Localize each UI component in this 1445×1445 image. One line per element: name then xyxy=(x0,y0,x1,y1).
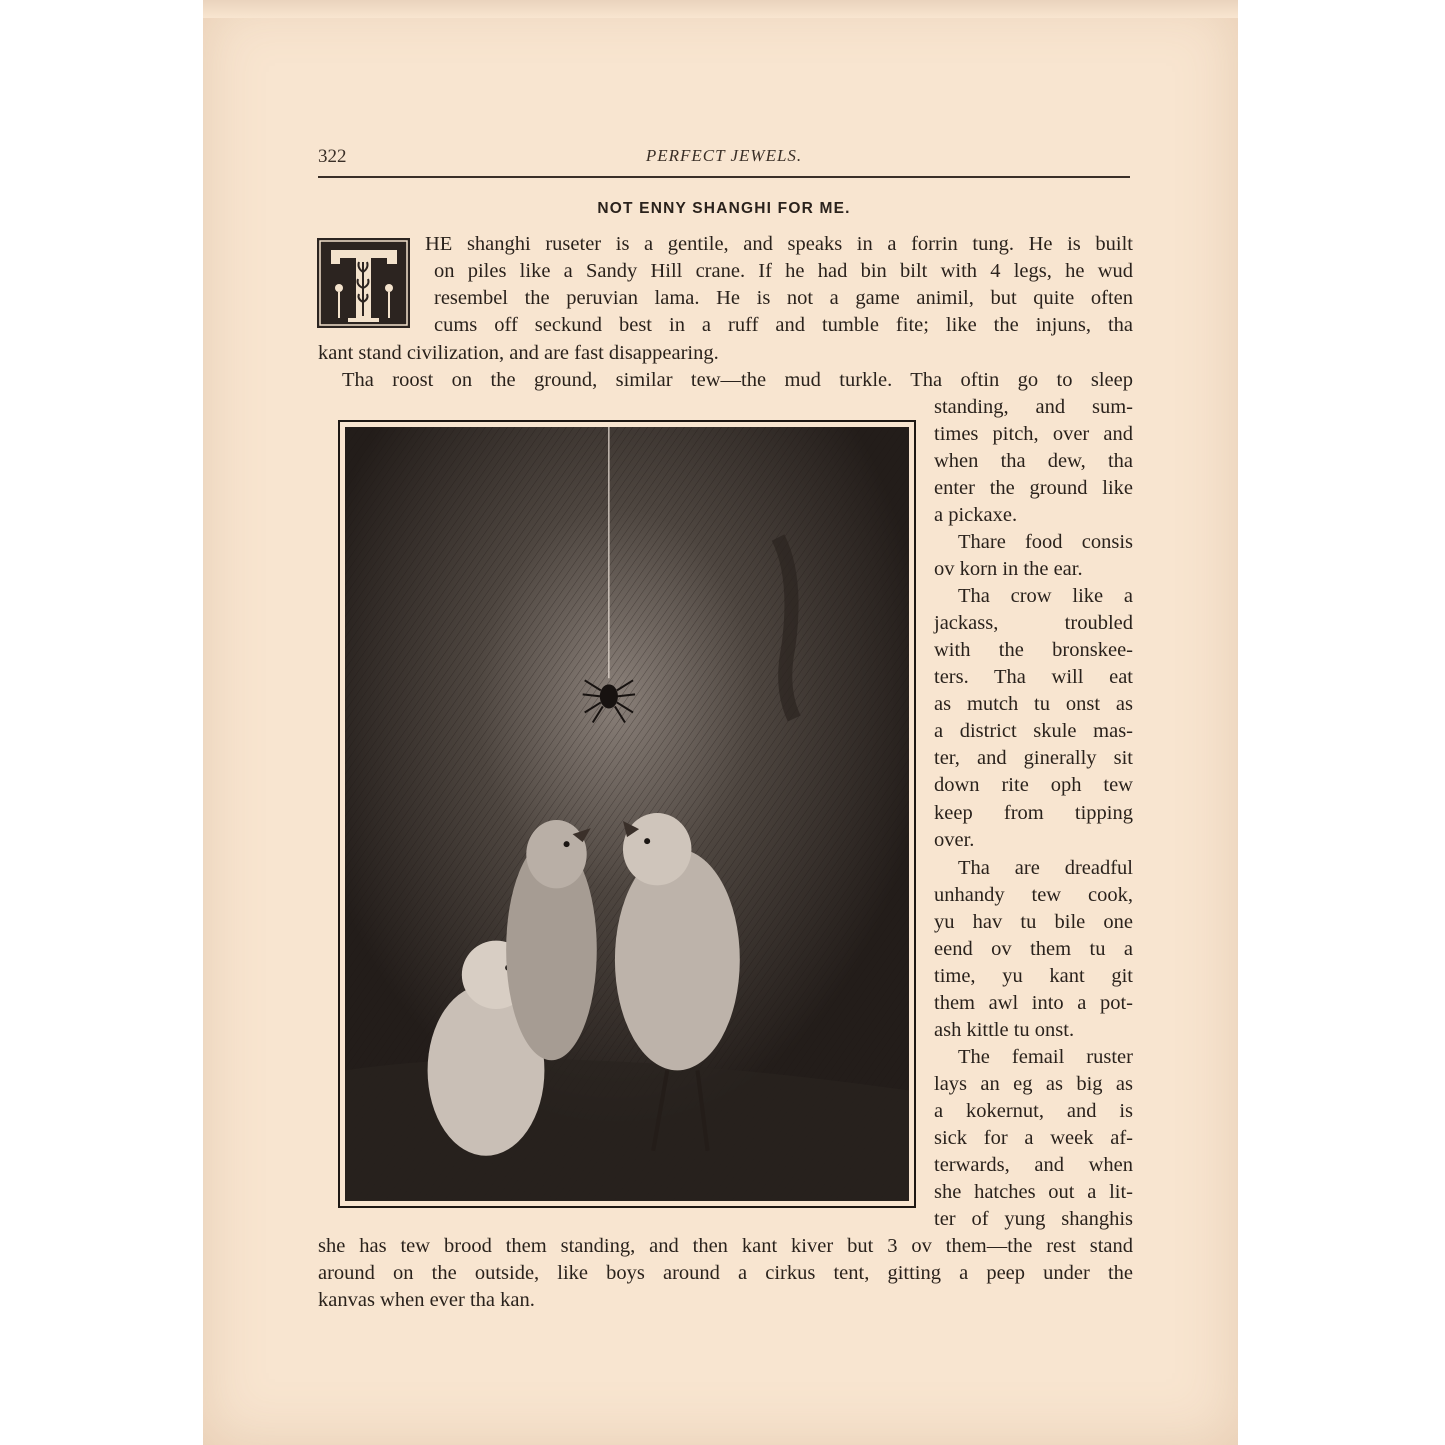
text-line: down rite oph tew xyxy=(934,774,1133,796)
text-line: a kokernut, and is xyxy=(934,1100,1133,1122)
text-line: jackass, troubled xyxy=(934,612,1133,634)
text-line: Tha roost on the ground, similar tew—the mud turkle. Tha oftin go to sleep xyxy=(342,369,1133,391)
text-line: lays an eg as big as xyxy=(934,1073,1133,1095)
text-line: ash kittle tu onst. xyxy=(934,1019,1075,1041)
text-line: terwards, and when xyxy=(934,1154,1133,1176)
text-line: with the bronskee- xyxy=(934,639,1133,661)
text-line: time, yu kant git xyxy=(934,965,1133,987)
text-line: keep from tipping xyxy=(934,802,1133,824)
ornamental-t-icon xyxy=(317,238,410,328)
text-line: kant stand civilization, and are fast disappearing. xyxy=(318,342,719,364)
text-line: Tha crow like a xyxy=(958,585,1133,607)
text-line: Tha are dreadful xyxy=(958,857,1133,879)
page-top-edge xyxy=(203,0,1238,18)
text-line: ov korn in the ear. xyxy=(934,558,1083,580)
text-line: yu hav tu bile one xyxy=(934,911,1133,933)
running-title: PERFECT JEWELS. xyxy=(645,146,803,165)
text-line: ters. Tha will eat xyxy=(934,666,1133,688)
text-line: a pickaxe. xyxy=(934,504,1018,526)
text-line: unhandy tew cook, xyxy=(934,884,1133,906)
text-line: HE shanghi ruseter is a gentile, and speaks in a forrin tung. He is built xyxy=(425,233,1133,255)
text-line: a district skule mas- xyxy=(934,720,1133,742)
text-line: she has tew brood them standing, and then kant kiver but 3 ov them—the rest stand xyxy=(318,1235,1133,1257)
text-line: kanvas when ever tha kan. xyxy=(318,1289,535,1311)
text-line: ter, and ginerally sit xyxy=(934,747,1133,769)
text-line: The femail ruster xyxy=(958,1046,1133,1068)
text-line: ter of yung shanghis xyxy=(934,1208,1133,1230)
text-line: she hatches out a lit- xyxy=(934,1181,1133,1203)
text-line: times pitch, over and xyxy=(934,423,1133,445)
drop-cap-ornament xyxy=(317,238,410,328)
text-line: cums off seckund best in a ruff and tumble fite; like the injuns, tha xyxy=(434,314,1133,336)
text-line: eend ov them tu a xyxy=(934,938,1133,960)
chicks-spider-engraving-icon xyxy=(345,427,909,1201)
text-line: standing, and sum- xyxy=(934,396,1133,418)
text-line: resembel the peruvian lama. He is not a game animil, but quite often xyxy=(434,287,1133,309)
text-line: around on the outside, like boys around a cirkus tent, gitting a peep under the xyxy=(318,1262,1133,1284)
text-line: over. xyxy=(934,829,975,851)
page-number: 322 xyxy=(318,146,347,167)
text-line: Thare food consis xyxy=(958,531,1133,553)
text-line: enter the ground like xyxy=(934,477,1133,499)
illustration-frame xyxy=(338,420,916,1208)
text-line: sick for a week af- xyxy=(934,1127,1133,1149)
text-line: as mutch tu onst as xyxy=(934,693,1133,715)
header-rule xyxy=(318,176,1130,178)
text-line: when tha dew, tha xyxy=(934,450,1133,472)
article-title: NOT ENNY SHANGHI FOR ME. xyxy=(597,200,851,217)
text-line: on piles like a Sandy Hill crane. If he had bin bilt with 4 legs, he wud xyxy=(434,260,1133,282)
text-line: them awl into a pot- xyxy=(934,992,1133,1014)
